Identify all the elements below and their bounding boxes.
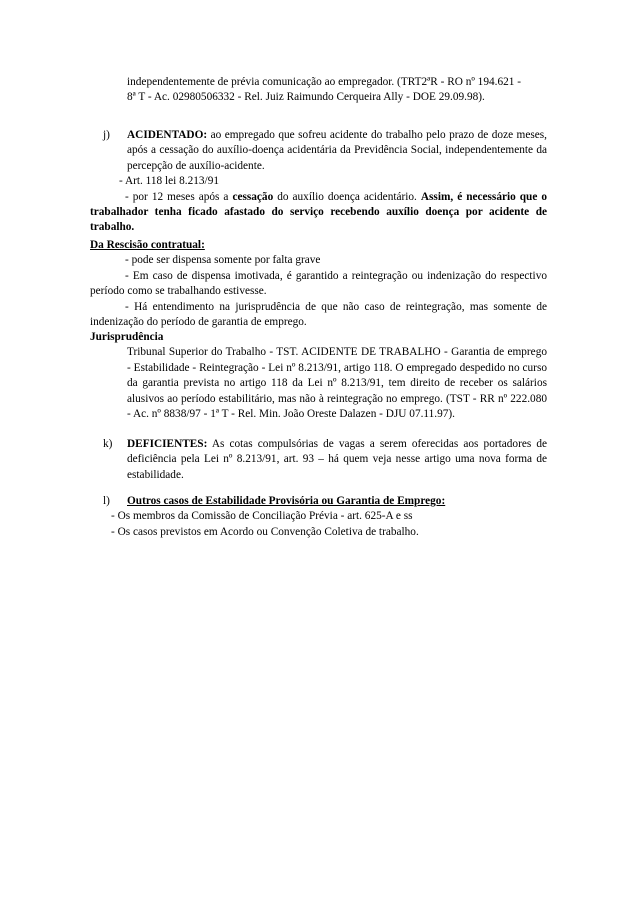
item-l-entry (103, 494, 547, 509)
item-j-body (127, 128, 547, 174)
rescisao-line-3: - Há entendimento na jurisprudência de que não caso de reintegração, mas somente de indenização do período de garantia de emprego. (90, 300, 547, 329)
item-l-title: Outros casos de Estabilidade Provisória ou Garantia de Emprego: (127, 495, 446, 507)
item-j-entry (90, 128, 547, 174)
item-l (103, 494, 547, 540)
jurisprudencia-heading: Jurisprudência (90, 331, 164, 343)
top-continuation (127, 75, 547, 106)
jurisprudencia-text: Tribunal Superior do Trabalho - TST. ACIDENTE DE TRABALHO - Garantia de emprego - Estabilidade - Reintegração - Lei nº 8.213/91, artigo 118. O empregado despedido no curso da garantia prevista no artigo 118 da Lei nº 8.213/91, tem direito de receber os salários alusivos ao período estabilitário, mas não à reintegração no emprego. (TST - RR nº 222.080 - Ac. nº 8838/97 - 1ª T - Rel. Min. João Oreste Dalazen - DJU 07.11.97). (127, 346, 547, 421)
item-j (90, 128, 547, 236)
rescisao-line-1: - pode ser dispensa somente por falta grave (125, 254, 321, 267)
rescisao-section (90, 238, 547, 330)
item-j-term: ACIDENTADO: (127, 129, 208, 141)
item-l-line-2: - Os casos previstos em Acordo ou Convenção Coletiva de trabalho. (111, 525, 419, 538)
item-l-marker: l) (103, 495, 110, 507)
item-j-note-prefix: - por 12 meses após a (125, 190, 233, 203)
item-k-entry (103, 437, 547, 483)
item-j-art-line: - Art. 118 lei 8.213/91 (119, 175, 219, 188)
rescisao-heading: Da Rescisão contratual: (90, 239, 205, 251)
item-k-marker: k) (103, 438, 113, 450)
item-j-marker: j) (103, 129, 110, 141)
continuation-line-1: independentemente de prévia comunicação ao empregador. (TRT2ªR - RO nº 194.621 - (127, 76, 521, 88)
item-j-note-bold: cessação (232, 190, 274, 203)
item-l-line-1: - Os membros da Comissão de Conciliação Prévia - art. 625-A e ss (111, 510, 413, 523)
item-k-text: As cotas compulsórias de vagas a serem oferecidas aos portadores de deficiência pela Lei nº 8.213/91, art. 93 – há quem veja nesse artigo uma nova forma de estabilidade. (127, 438, 547, 481)
item-j-note (90, 190, 547, 236)
item-j-note-strong: Assim, é necessário que o trabalhador tenha ficado afastado do serviço recebendo auxílio doença por acidente de trabalho. (90, 190, 547, 234)
rescisao-line-2: - Em caso de dispensa imotivada, é garantido a reintegração ou indenização do respectivo período como se trabalhando estivesse. (90, 269, 547, 298)
jurisprudencia-section (90, 330, 547, 422)
item-j-note-middle: do auxílio doença acidentário. (273, 190, 421, 203)
item-k-body (127, 437, 547, 483)
item-k (103, 437, 547, 483)
item-k-term: DEFICIENTES: (127, 438, 208, 450)
item-j-text: ao empregado que sofreu acidente do trabalho pelo prazo de doze meses, após a cessação do auxílio-doença acidentária da Previdência Social, independentemente da percepção de auxílio-acidente. (127, 129, 547, 172)
continuation-line-2: 8ª T - Ac. 02980506332 - Rel. Juiz Raimundo Cerqueira Ally - DOE 29.09.98). (127, 91, 485, 104)
